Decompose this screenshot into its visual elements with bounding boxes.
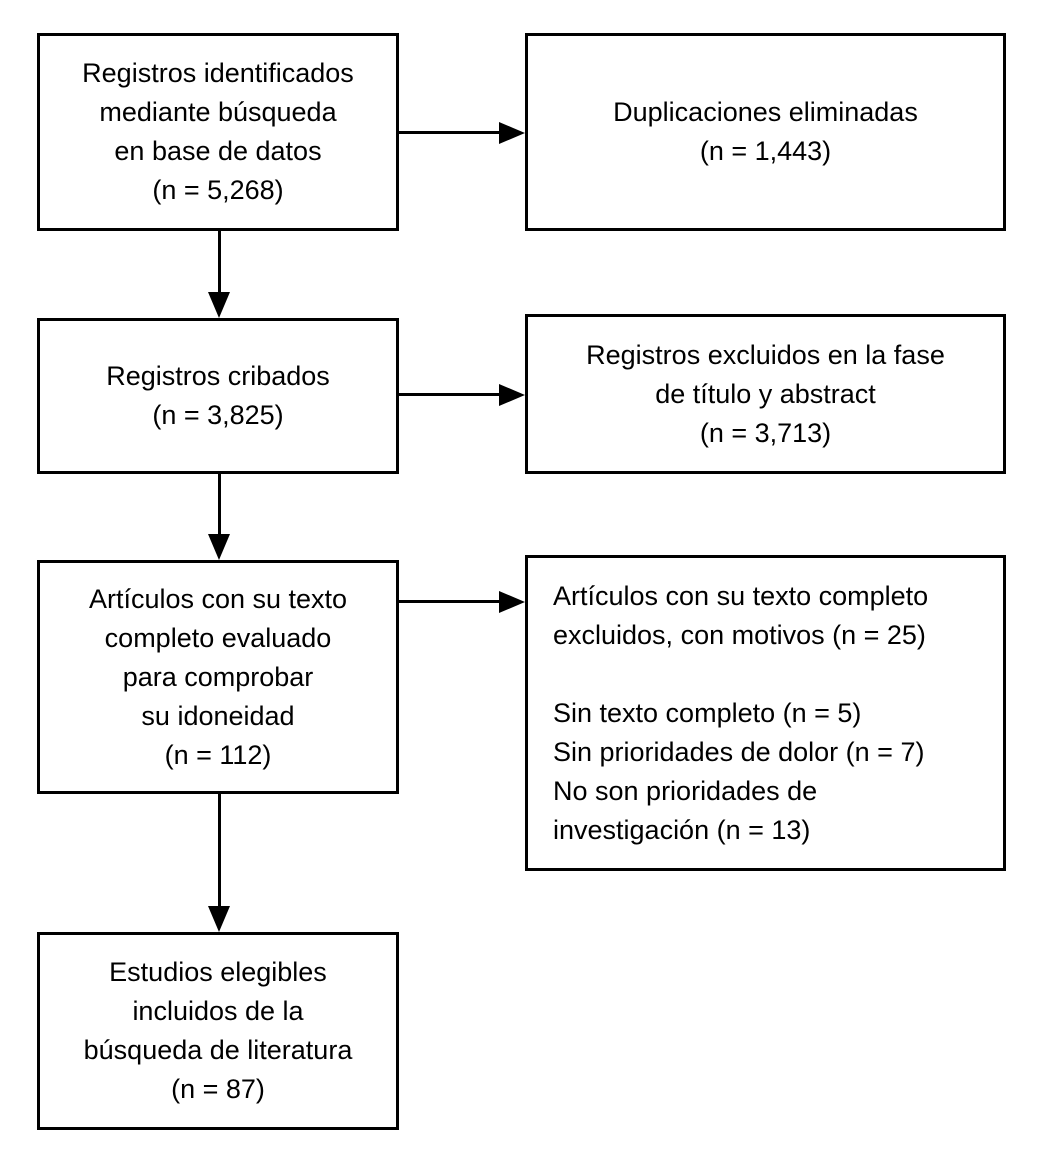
box-reason-line: No son prioridades de [553, 775, 818, 806]
box-text-line: completo evaluado [104, 622, 332, 653]
box-text-line: Registros cribados [106, 361, 330, 391]
box-text-line: mediante búsqueda [99, 97, 337, 127]
arrowhead-down-icon [208, 292, 230, 318]
box-text-line: su idoneidad [141, 700, 295, 731]
box-text-line: para comprobar [122, 661, 314, 692]
arrowhead-right-icon [499, 122, 525, 144]
arrow-shaft [399, 131, 499, 134]
box-duplicates-removed [525, 33, 1006, 231]
box-text-line: Artículos con su texto [88, 583, 348, 614]
arrow-shaft [218, 794, 221, 906]
box-count-line: (n = 1,443) [699, 136, 832, 166]
box-fulltext-assessed [37, 560, 399, 794]
arrow-shaft [399, 393, 499, 396]
box-reason-line: Sin prioridades de dolor (n = 7) [553, 736, 925, 767]
box-text-line: Estudios elegibles [109, 957, 327, 987]
arrowhead-right-icon [499, 384, 525, 406]
arrow-shaft [218, 231, 221, 292]
arrowhead-down-icon [208, 534, 230, 560]
box-reason-line: Sin texto completo (n = 5) [553, 697, 862, 728]
box-records-screened [37, 318, 399, 474]
box-blank-line [553, 655, 561, 694]
box-text-line: búsqueda de literatura [83, 1035, 353, 1065]
box-text-line: excluidos, con motivos (n = 25) [553, 619, 926, 650]
arrow-shaft [218, 474, 221, 534]
box-count-line: (n = 3,713) [699, 417, 832, 448]
box-count-line: (n = 112) [164, 739, 272, 770]
arrowhead-right-icon [499, 591, 525, 613]
arrow-shaft [399, 600, 499, 603]
box-reason-line: investigación (n = 13) [553, 814, 811, 845]
box-text-line: Registros excluidos en la fase [586, 339, 945, 370]
box-fulltext-excluded [525, 555, 1006, 871]
box-count-line: (n = 87) [171, 1074, 265, 1104]
box-text-line: Duplicaciones eliminadas [613, 97, 918, 127]
box-text-line: de título y abstract [655, 378, 876, 409]
box-text-line: incluidos de la [132, 996, 304, 1026]
box-text-line: en base de datos [114, 136, 322, 166]
box-count-line: (n = 3,825) [152, 400, 284, 430]
box-records-identified [37, 33, 399, 231]
box-studies-included [37, 932, 399, 1130]
arrowhead-down-icon [208, 906, 230, 932]
box-records-excluded-title-abstract [525, 314, 1006, 474]
box-text-line: Registros identificados [82, 58, 354, 88]
box-count-line: (n = 5,268) [152, 175, 284, 205]
box-text-line: Artículos con su texto completo [553, 580, 929, 611]
